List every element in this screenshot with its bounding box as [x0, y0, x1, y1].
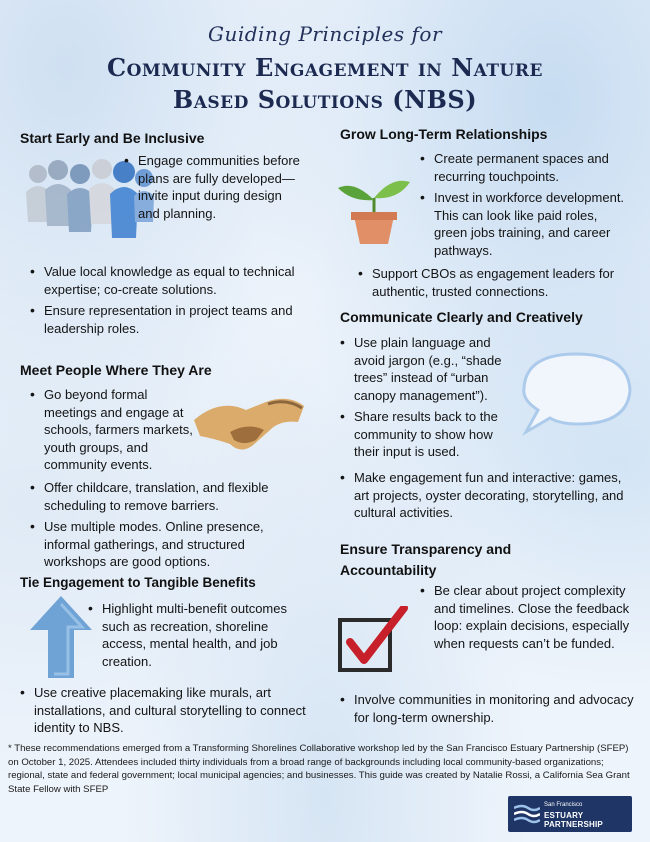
estuary-logo-icon: [514, 802, 540, 826]
list-item: • Engage communities before plans are fully developed—invite input during design and planning.: [124, 152, 304, 222]
logo-line2: ESTUARY PARTNERSHIP: [544, 811, 603, 829]
speech-bubble-icon: [516, 346, 634, 438]
heading-transparency-line2: Accountability: [340, 562, 437, 578]
footnote: * These recommendations emerged from a Transforming Shorelines Collaborative workshop led by the San Francisco Estuary Partnership (SFEP) on October 1, 2025. Attendees included thirty individuals from a broad range of backgrounds including local community-based organizations; regional, state and federal government; local municipal agencies; and businesses. This guide was created by Natalie Rossi, a California Sea Grant State Fellow with SFEP: [8, 743, 630, 795]
list-item: • Go beyond formal meetings and engage at schools, farmers markets, youth groups, and community events.: [30, 386, 194, 474]
heading-communicate: Communicate Clearly and Creatively: [340, 309, 583, 325]
heading-transparency: [340, 539, 511, 581]
checkbox-icon: [334, 606, 412, 678]
list-item: • Use creative placemaking like murals, art installations, and cultural storytelling to connect identity to NBS.: [20, 684, 310, 737]
list-item: • Invest in workforce development. This can look like paid roles, green jobs training, and career pathways.: [420, 189, 634, 259]
heading-meet-people: Meet People Where They Are: [20, 362, 212, 378]
list-item: • Make engagement fun and interactive: games, art projects, oyster decorating, storytelling, and cultural activities.: [340, 469, 634, 522]
guide-title-line2: Based Solutions (NBS): [172, 85, 478, 114]
list-item: • Ensure representation in project teams and leadership roles.: [30, 302, 308, 337]
list-item: • Be clear about project complexity and timelines. Close the feedback loop: explain decisions, especially when requests can’t be funded.: [420, 582, 634, 652]
heading-long-term: Grow Long-Term Relationships: [340, 126, 548, 142]
arrow-up-icon: [28, 594, 94, 680]
guide-title: [0, 52, 650, 116]
handshake-icon: [190, 380, 308, 462]
heading-transparency-line1: Ensure Transparency and: [340, 541, 512, 557]
logo-line1: San Francisco: [544, 802, 583, 808]
list-item: • Value local knowledge as equal to technical expertise; co-create solutions.: [30, 263, 308, 298]
guide-title-line1: Community Engagement in Nature: [107, 53, 543, 82]
list-item: • Offer childcare, translation, and flexible scheduling to remove barriers.: [30, 479, 308, 514]
estuary-partnership-logo: [508, 796, 632, 832]
list-item: • Share results back to the community to show how their input is used.: [340, 408, 514, 461]
guide-subtitle: Guiding Principles for: [207, 22, 443, 46]
list-item: • Use multiple modes. Online presence, informal gatherings, and structured workshops are good options.: [30, 518, 308, 571]
list-item: • Involve communities in monitoring and advocacy for long-term ownership.: [340, 691, 634, 726]
heading-start-early: Start Early and Be Inclusive: [20, 130, 205, 146]
heading-tangible-benefits: Tie Engagement to Tangible Benefits: [20, 575, 256, 590]
list-item: • Support CBOs as engagement leaders for authentic, trusted connections.: [358, 265, 634, 300]
list-item: • Create permanent spaces and recurring touchpoints.: [420, 150, 634, 185]
list-item: • Highlight multi-benefit outcomes such as recreation, shoreline access, mental health, and job creation.: [88, 600, 310, 670]
list-item: • Use plain language and avoid jargon (e.g., “shade trees” instead of “urban canopy management”).: [340, 334, 514, 404]
seedling-icon: [336, 164, 412, 246]
